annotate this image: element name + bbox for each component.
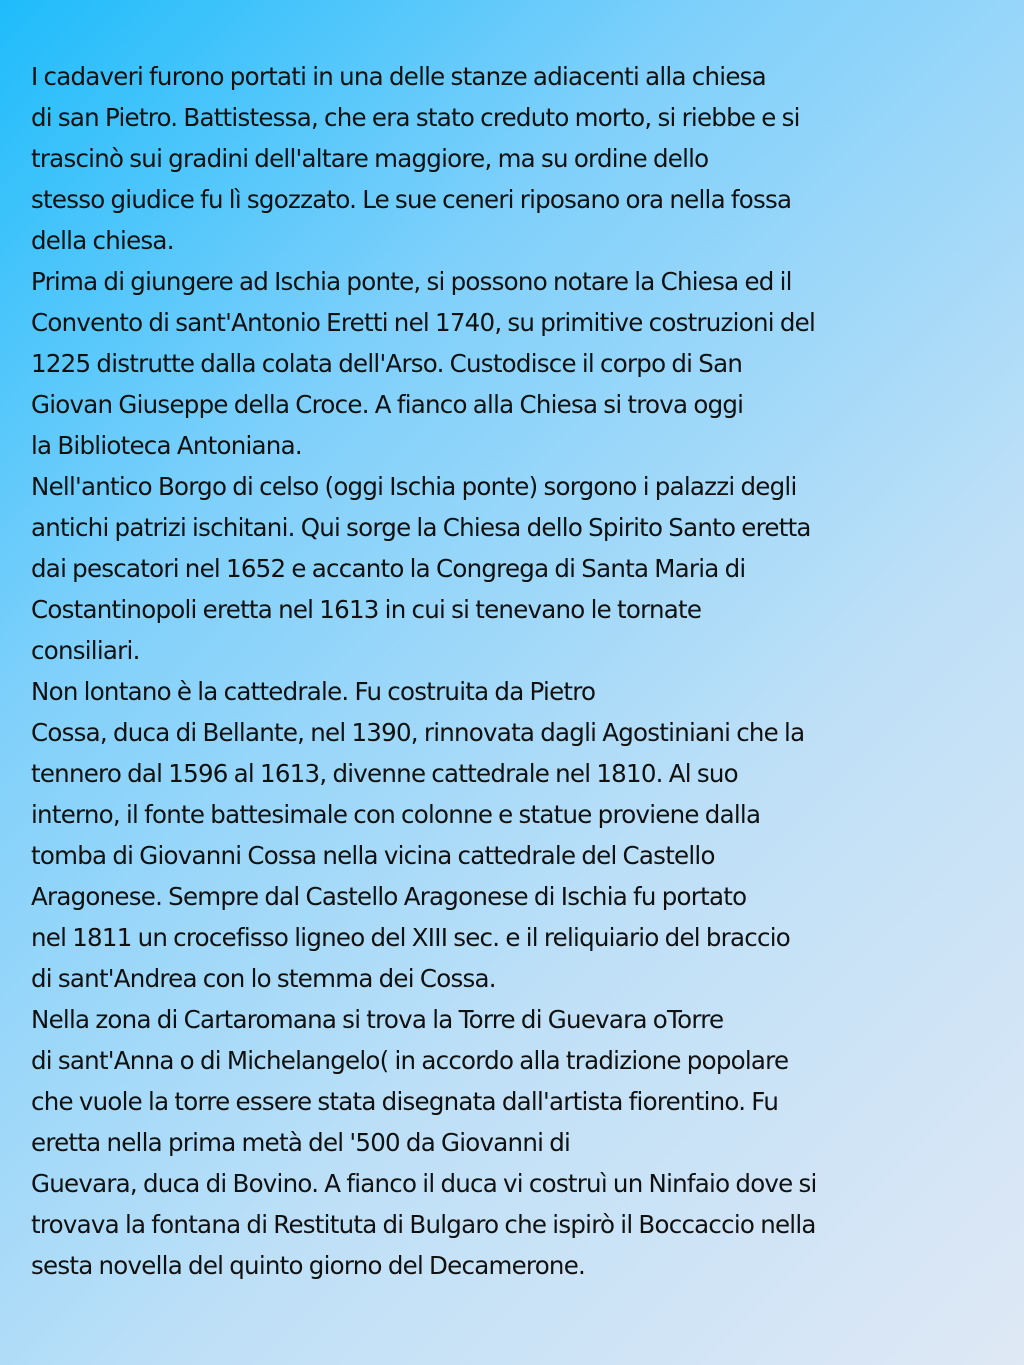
text-line: Nella zona di Cartaromana si trova la Torre di Guevara oTorre	[31, 1005, 724, 1034]
text-line: la Biblioteca Antoniana.	[31, 431, 302, 460]
text-line: consiliari.	[31, 636, 140, 665]
text-line: Aragonese. Sempre dal Castello Aragonese di Ischia fu portato	[31, 882, 747, 911]
text-line: dai pescatori nel 1652 e accanto la Congrega di Santa Maria di	[31, 554, 746, 583]
text-line: di sant'Andrea con lo stemma dei Cossa.	[31, 964, 496, 993]
text-line: Cossa, duca di Bellante, nel 1390, rinnovata dagli Agostiniani che la	[31, 718, 805, 747]
text-line: 1225 distrutte dalla colata dell'Arso. Custodisce il corpo di San	[31, 349, 743, 378]
body-text	[31, 56, 1011, 1286]
text-line: Costantinopoli eretta nel 1613 in cui si tenevano le tornate	[31, 595, 702, 624]
text-line: della chiesa.	[31, 226, 174, 255]
text-line: tomba di Giovanni Cossa nella vicina cattedrale del Castello	[31, 841, 715, 870]
text-line: che vuole la torre essere stata disegnata dall'artista fiorentino. Fu	[31, 1087, 779, 1116]
text-line: Prima di giungere ad Ischia ponte, si possono notare la Chiesa ed il	[31, 267, 792, 296]
text-line: di sant'Anna o di Michelangelo( in accordo alla tradizione popolare	[31, 1046, 789, 1075]
text-line: nel 1811 un crocefisso ligneo del XIII sec. e il reliquiario del braccio	[31, 923, 790, 952]
text-line: interno, il fonte battesimale con colonne e statue proviene dalla	[31, 800, 761, 829]
text-line: stesso giudice fu lì sgozzato. Le sue ceneri riposano ora nella fossa	[31, 185, 792, 214]
text-line: di san Pietro. Battistessa, che era stato creduto morto, si riebbe e si	[31, 103, 800, 132]
text-line: sesta novella del quinto giorno del Decamerone.	[31, 1251, 586, 1280]
text-line: I cadaveri furono portati in una delle stanze adiacenti alla chiesa	[31, 62, 766, 91]
text-line: antichi patrizi ischitani. Qui sorge la Chiesa dello Spirito Santo eretta	[31, 513, 811, 542]
text-line: Non lontano è la cattedrale. Fu costruita da Pietro	[31, 677, 596, 706]
text-line: trascinò sui gradini dell'altare maggiore, ma su ordine dello	[31, 144, 709, 173]
text-line: trovava la fontana di Restituta di Bulgaro che ispirò il Boccaccio nella	[31, 1210, 816, 1239]
text-line: Convento di sant'Antonio Eretti nel 1740, su primitive costruzioni del	[31, 308, 816, 337]
text-line: Giovan Giuseppe della Croce. A fianco alla Chiesa si trova oggi	[31, 390, 744, 419]
text-line: Guevara, duca di Bovino. A fianco il duca vi costruì un Ninfaio dove si	[31, 1169, 817, 1198]
text-line: eretta nella prima metà del '500 da Giovanni di	[31, 1128, 571, 1157]
text-line: Nell'antico Borgo di celso (oggi Ischia ponte) sorgono i palazzi degli	[31, 472, 797, 501]
text-line: tennero dal 1596 al 1613, divenne cattedrale nel 1810. Al suo	[31, 759, 738, 788]
